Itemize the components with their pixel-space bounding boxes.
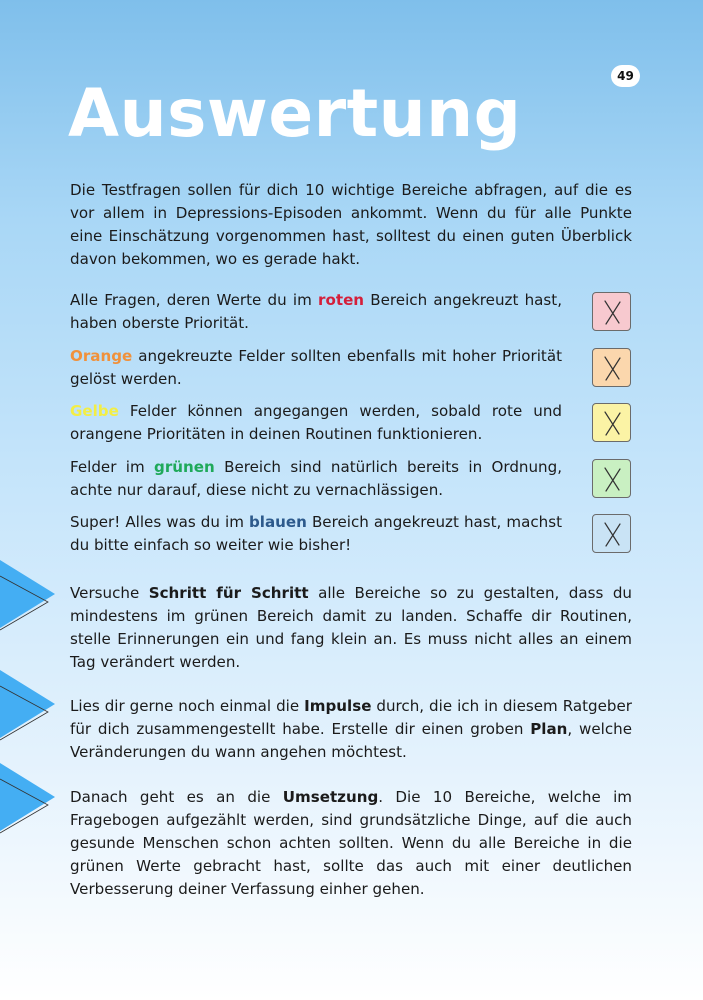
umsetzung-bold: Umsetzung [282, 788, 379, 806]
cross-icon [593, 293, 632, 332]
impulse-bold: Impulse [304, 697, 372, 715]
green-checkbox [592, 459, 631, 498]
red-checkbox [592, 292, 631, 331]
cross-icon [593, 460, 632, 499]
cross-icon [593, 404, 632, 443]
rating-yellow-text: Gelbe Felder können angegangen werden, sobald rote und orangene Prioritäten in deinen Routinen funktionieren. [70, 402, 562, 443]
step-paragraph: Versuche Schritt für Schritt alle Bereiche so zu gestalten, dass du mindestens im grünen Bereich damit zu landen. Schaffe dir Routinen, stelle Erinnerungen ein und fang klein an. Es muss nicht alles an einem Tag verändert werden. [70, 584, 633, 671]
rating-red-text: Alle Fragen, deren Werte du im roten Bereich angekreuzt hast, haben oberste Priorität. [70, 291, 563, 332]
orange-word: Orange [70, 347, 133, 365]
yellow-word: Gelbe [70, 402, 119, 420]
blue-checkbox [592, 514, 631, 553]
step-bold: Schritt für Schritt [148, 584, 309, 602]
cross-icon [593, 515, 632, 554]
page-number: 49 [611, 65, 640, 87]
rating-green-text: Felder im grünen Bereich sind natürlich bereits in Ordnung, achte nur darauf, diese nicht zu vernachlässigen. [70, 458, 562, 499]
triangle-arrow-icon [0, 763, 60, 838]
orange-checkbox [592, 348, 631, 387]
triangle-arrow-icon [0, 560, 60, 635]
page-title: Auswertung [68, 75, 522, 152]
red-word: roten [318, 291, 365, 309]
blue-word: blauen [248, 513, 307, 531]
plan-bold: Plan [530, 720, 568, 738]
intro-paragraph: Die Testfragen sollen für dich 10 wichtige Bereiche abfragen, auf die es vor allem in Depressions-Episoden ankommt. Wenn du für alle Punkte eine Einschätzung vorgenommen hast, solltest du einen guten Überblick davon bekommen, wo es gerade hakt. [70, 181, 632, 268]
impulse-paragraph: Lies dir gerne noch einmal die Impulse durch, die ich in diesem Ratgeber für dich zusammengestellt habe. Erstelle dir einen groben Plan, welche Veränderungen du wann angehen möchtest. [70, 697, 632, 761]
rating-orange-text: Orange angekreuzte Felder sollten ebenfalls mit hoher Priorität gelöst werden. [70, 347, 562, 388]
cross-icon [593, 349, 632, 388]
green-word: grünen [154, 458, 215, 476]
triangle-arrow-icon [0, 670, 60, 745]
umsetzung-paragraph: Danach geht es an die Umsetzung. Die 10 Bereiche, welche im Fragebogen aufgezählt werden, sind grundsätzliche Dinge, auf die auch gesunde Menschen schon achten sollten. Wenn du alle Bereiche in die grünen Werte gebracht hast, sollte das auch mit einer deutlichen Verbesserung deiner Verfassung einher gehen. [70, 788, 632, 898]
rating-blue-text: Super! Alles was du im blauen Bereich angekreuzt hast, machst du bitte einfach so weiter wie bisher! [70, 513, 563, 554]
yellow-checkbox [592, 403, 631, 442]
